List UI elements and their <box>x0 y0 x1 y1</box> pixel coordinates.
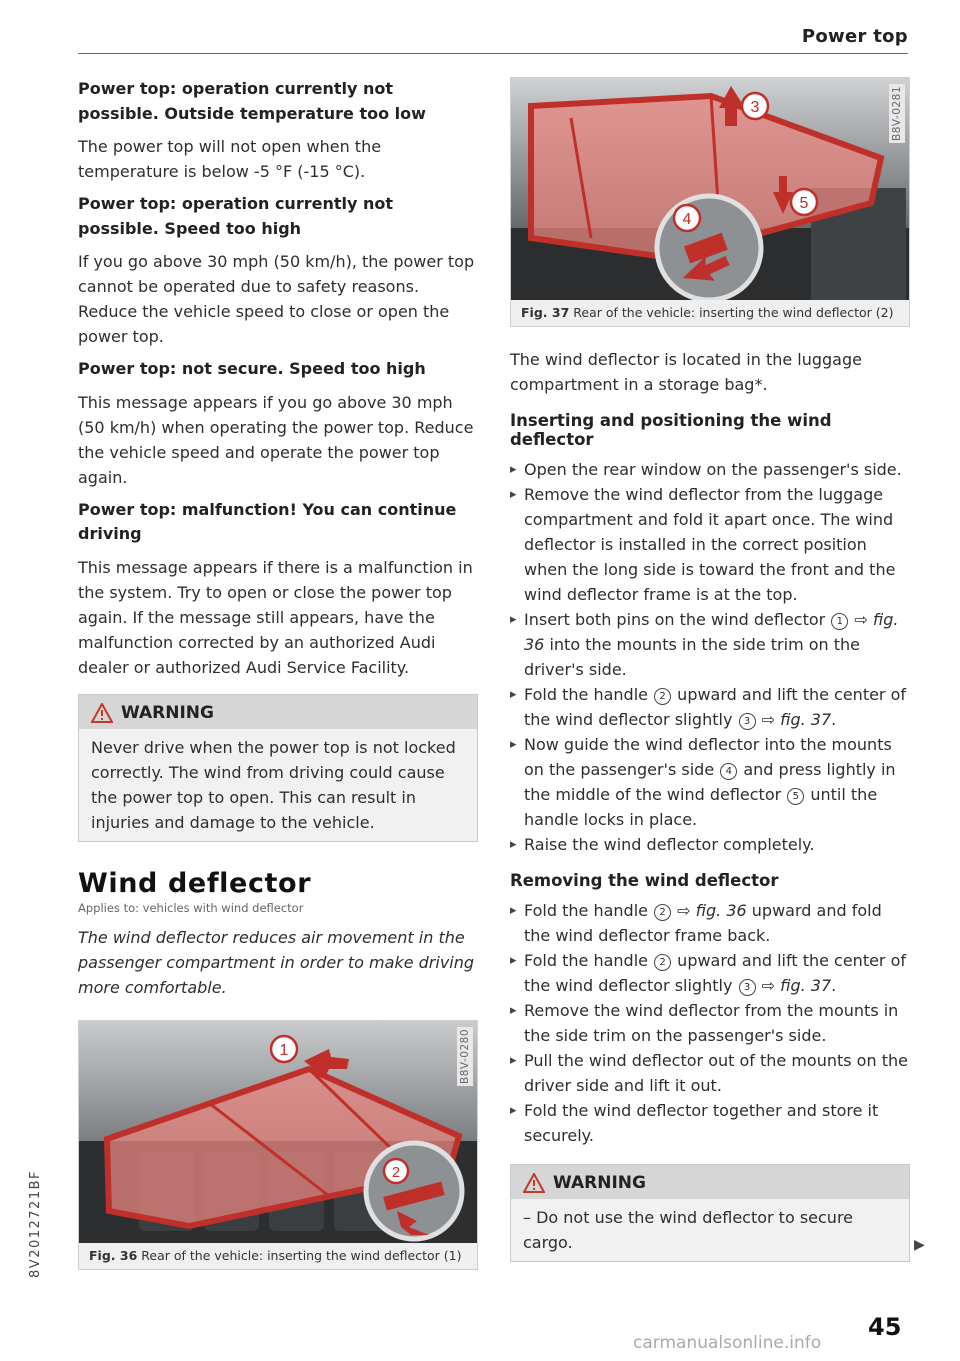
figure-reference[interactable]: ⇨ fig. 37 <box>761 976 832 995</box>
warning-text: Never drive when the power top is not locked correctly. The wind from driving could cause the power top to open. This can result in injuries and damage to the vehicle. <box>91 737 456 832</box>
warning-box-2 <box>510 1164 910 1262</box>
step-text: Fold the handle <box>524 951 648 970</box>
removing-title: Removing the wind deflector <box>510 871 779 890</box>
figure-37-label: Fig. 37 <box>521 305 570 320</box>
msg-speed-body: If you go above 30 mph (50 km/h), the power top cannot be operated due to safety reasons. Reduce the vehicle speed to close or open the power top. <box>78 252 475 346</box>
callout-number: 2 <box>654 688 671 705</box>
list-item: ▸ Open the rear window on the passenger's side. <box>510 457 910 482</box>
step-text: Now guide the wind deflector into the mounts on the passenger's side <box>524 735 892 779</box>
svg-text:1: 1 <box>279 1041 289 1059</box>
step-text: upward and lift the center of the wind deflector slightly <box>524 951 907 995</box>
step-text: and press lightly in the middle of the wind deflector <box>524 760 896 804</box>
list-item: ▸ Remove the wind deflector from the luggage compartment and fold it apart once. The wind deflector is installed in the correct position when the long side is toward the front and the wind deflector frame is at the top. <box>510 482 910 607</box>
figure-reference[interactable]: ⇨ fig. 36 <box>524 610 899 654</box>
figure-36 <box>78 1020 478 1270</box>
figure-37 <box>510 77 910 327</box>
svg-text:3: 3 <box>750 99 760 116</box>
callout-number: 3 <box>739 979 756 996</box>
step-text: Insert both pins on the wind deflector <box>524 610 826 629</box>
step-text: upward and fold the wind deflector frame back. <box>524 901 882 945</box>
figure-37-caption <box>511 300 909 326</box>
callout-number: 1 <box>831 613 848 630</box>
list-item <box>510 607 910 682</box>
continue-arrow-icon: ▶ <box>914 1237 925 1253</box>
figure-36-caption-text: Rear of the vehicle: inserting the wind deflector (1) <box>141 1247 462 1263</box>
warning-header-2 <box>511 1165 909 1199</box>
figure-37-code: B8V-0281 <box>891 86 903 141</box>
list-item: ▸ Remove the wind deflector from the mounts in the side trim on the passenger's side. <box>510 998 910 1048</box>
applies-to: Applies to: vehicles with wind deflector <box>78 900 304 915</box>
warning-text-2: – Do not use the wind deflector to secure cargo. <box>523 1208 854 1252</box>
msg-not-secure-body: This message appears if you go above 30 mph (50 km/h) when operating the power top. Reduce the vehicle speed and operate the power top again. <box>78 392 474 487</box>
svg-text:4: 4 <box>682 211 692 228</box>
step-text: upward and lift the center of the wind deflector slightly <box>524 685 907 729</box>
inserting-title: Inserting and positioning the wind deflector <box>510 411 832 449</box>
list-item: ▸ Fold the handle 2 upward and lift the center of the wind deflector slightly 3 ⇨ fig. 37. <box>510 682 910 732</box>
warning-triangle-icon <box>91 703 113 723</box>
list-item: ▸ Pull the wind deflector out of the mounts on the driver side and lift it out. <box>510 1048 910 1098</box>
step-text: until the handle locks in place. <box>524 785 878 829</box>
callout-number: 4 <box>720 763 737 780</box>
step-text: Fold the handle <box>524 901 648 920</box>
callout-number: 3 <box>739 713 756 730</box>
callout-number: 2 <box>654 904 671 921</box>
msg-temp-body: The power top will not open when the temperature is below -5 °F (-15 °C). <box>78 137 382 181</box>
figure-37-illustration <box>511 78 909 300</box>
msg-speed-title: Power top: operation currently not possible. Speed too high <box>78 194 394 238</box>
warning-label-2: WARNING <box>553 1173 646 1193</box>
warning-header <box>79 695 477 729</box>
page-number: 45 <box>868 1313 902 1341</box>
wind-deflector-install-drawing-2 <box>511 78 909 300</box>
document-code: 8V2012721BF <box>28 1170 43 1278</box>
left-column <box>78 77 478 1270</box>
step-text: Fold the handle <box>524 685 648 704</box>
wind-deflector-install-drawing-1 <box>79 1021 477 1243</box>
watermark: carmanualsonline.info <box>633 1333 822 1353</box>
msg-malfunction-body: This message appears if there is a malfunction in the system. Try to open or close the power top again. If the message still appears, have the malfunction corrected by an authorized Audi dealer or authorized Audi Service Facility. <box>78 557 473 677</box>
figure-36-code: B8V-0280 <box>459 1028 471 1084</box>
msg-temp-title: Power top: operation currently not possible. Outside temperature too low <box>78 79 426 123</box>
figure-reference[interactable]: ⇨ fig. 36 <box>677 901 747 920</box>
figure-36-caption <box>79 1243 477 1269</box>
list-item <box>510 732 910 832</box>
msg-malfunction-title: Power top: malfunction! You can continue driving <box>78 499 457 543</box>
section-intro: The wind deflector reduces air movement in the passenger compartment in order to make driving more comfortable. <box>78 927 475 997</box>
callout-number: 5 <box>787 788 804 805</box>
warning-box <box>78 694 478 842</box>
removing-steps <box>510 898 910 1148</box>
inserting-steps <box>510 457 910 857</box>
warning-triangle-icon <box>523 1173 545 1193</box>
msg-not-secure-title: Power top: not secure. Speed too high <box>78 359 426 378</box>
list-item: ▸ Fold the wind deflector together and store it securely. <box>510 1098 910 1148</box>
running-header-title: Power top <box>801 26 908 47</box>
svg-text:2: 2 <box>391 1163 401 1181</box>
right-column <box>510 77 910 1262</box>
storage-intro: The wind deflector is located in the luggage compartment in a storage bag*. <box>510 350 862 394</box>
list-item <box>510 898 910 948</box>
list-item: ▸ Fold the handle 2 upward and lift the center of the wind deflector slightly 3 ⇨ fig. 37. <box>510 948 910 998</box>
step-text: into the mounts in the side trim on the driver's side. <box>524 635 861 679</box>
svg-text:5: 5 <box>799 195 809 212</box>
callout-number: 2 <box>654 954 671 971</box>
figure-36-label: Fig. 36 <box>89 1247 138 1263</box>
list-item: ▸ Raise the wind deflector completely. <box>510 832 910 857</box>
section-title: Wind deflector <box>78 867 312 899</box>
figure-reference[interactable]: ⇨ fig. 37 <box>761 710 832 729</box>
header-rule <box>78 53 908 54</box>
figure-37-caption-text: Rear of the vehicle: inserting the wind deflector (2) <box>573 305 894 320</box>
figure-36-illustration <box>79 1021 477 1243</box>
warning-label: WARNING <box>121 702 214 723</box>
